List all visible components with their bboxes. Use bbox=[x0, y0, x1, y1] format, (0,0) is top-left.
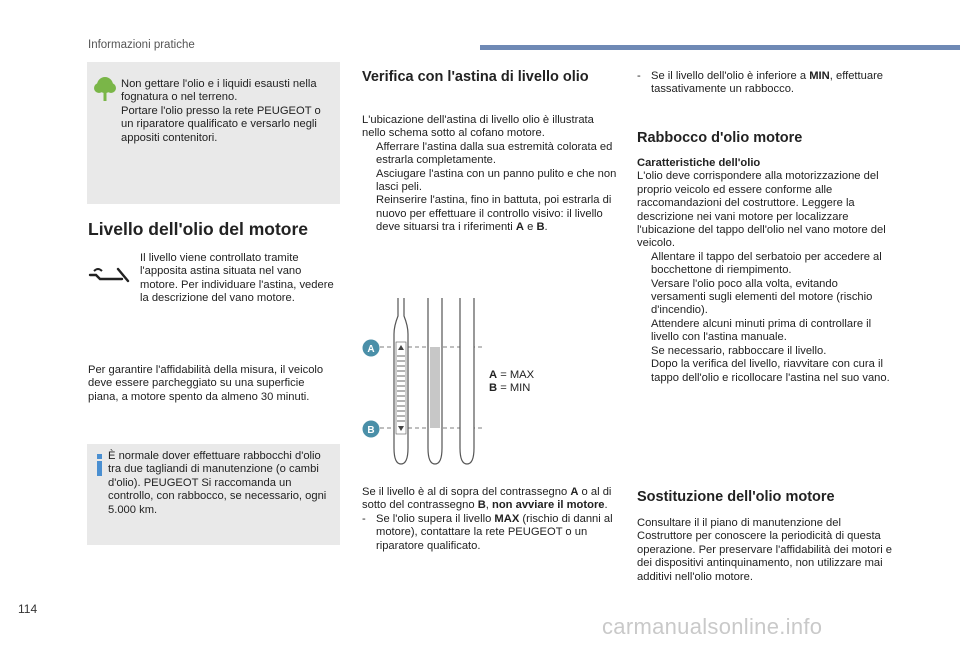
topup-step-text: Attendere alcuni minuti prima di controllare il livello con l'astina manuale. bbox=[651, 317, 872, 344]
diagram-legend bbox=[489, 369, 534, 396]
result-text-2: o al di sotto del contrassegno bbox=[362, 486, 612, 512]
min-dash-item bbox=[637, 70, 893, 97]
dash1-max: MAX bbox=[494, 512, 520, 525]
legend-b-value: = MIN bbox=[497, 382, 531, 395]
topup-title: Rabbocco d'olio motore bbox=[637, 130, 803, 146]
info-note-text: È normale dover effettuare rabbocchi d'olio tra due tagliandi di manutenzione (o cambi d'olio). PEUGEOT Si raccomanda un controllo, con rabbocco, se necessario, ogni 5.000 km. bbox=[108, 450, 327, 516]
dash2-text-1: Se il livello dell'olio è inferiore a bbox=[651, 70, 810, 82]
ref-end: . bbox=[544, 221, 548, 234]
page-number: 114 bbox=[18, 602, 38, 616]
marker-a-label: A bbox=[367, 344, 375, 355]
dipstick-step bbox=[362, 141, 618, 168]
dash1-text-1: Se l'olio supera il livello bbox=[376, 512, 495, 525]
result-dash-item bbox=[362, 513, 618, 553]
marker-b-label: B bbox=[367, 425, 375, 436]
dash-mark: - bbox=[637, 70, 641, 82]
dash2-text-2: , effettuare tassativamente un rabbocco. bbox=[651, 70, 884, 96]
dash-mark: - bbox=[362, 512, 366, 525]
dipstick-check-title: Verifica con l'astina di livello olio bbox=[362, 69, 589, 85]
result-ref-b: B bbox=[477, 499, 486, 512]
ref-and: e bbox=[523, 221, 537, 234]
environment-note-box bbox=[87, 62, 340, 204]
oil-change-paragraph: Consultare il il piano di manutenzione del Costruttore per conoscere la periodicità di questa operazione. Per preservare l'affidabilità dei motori e dei dispositivi antinquinamento, non utilizzare mai additivi nell'olio motore. bbox=[637, 517, 893, 583]
dash2-min: MIN bbox=[809, 70, 830, 82]
topup-step bbox=[637, 278, 893, 318]
dipstick-step bbox=[362, 168, 618, 195]
level-paragraph: Per garantire l'affidabilità della misura, il veicolo deve essere parcheggiato su una superficie piana, a motore spento da almeno 30 minuti. bbox=[88, 364, 324, 403]
tree-icon bbox=[93, 76, 117, 102]
result-text-3: , bbox=[485, 499, 492, 512]
oil-spec-subtitle: Caratteristiche dell'olio bbox=[637, 157, 761, 169]
result-text-4: . bbox=[604, 499, 608, 512]
environment-note-text bbox=[121, 78, 336, 145]
oil-spec-paragraph: L'olio deve corrispondere alla motorizzazione del proprio veicolo ed essere conforme alle raccomandazioni del costruttore. Leggere la descrizione nei vani motore per localizzare l'ubicazione del tappo dell'olio nel vano motore del veicolo. bbox=[637, 170, 886, 250]
result-text-1: Se il livello è al di sopra del contrassegno bbox=[362, 486, 571, 498]
result-warning: non avviare il motore bbox=[492, 499, 605, 512]
marker-a-icon bbox=[362, 339, 380, 357]
section-label: Informazioni pratiche bbox=[88, 39, 195, 51]
dipstick-step-text: Afferrare l'astina dalla sua estremità colorata ed estrarla completamente. bbox=[376, 140, 613, 167]
dash1-text-2: (rischio di danni al motore), contattare la rete PEUGEOT o un riparatore qualificato. bbox=[376, 512, 613, 552]
topup-step-text: Se necessario, rabboccare il livello. bbox=[651, 344, 827, 357]
dipstick-step-text: Asciugare l'astina con un panno pulito e che non lasci peli. bbox=[376, 167, 617, 194]
min-level-text bbox=[637, 70, 893, 97]
dipstick-step-text: Reinserire l'astina, fino in battuta, poi estrarla di nuovo per effettuare il controllo visivo: il livello deve situarsi tra i riferimenti bbox=[376, 194, 612, 234]
dipstick-intro: L'ubicazione dell'astina di livello olio è illustrata nello schema sotto al cofano motore. bbox=[362, 114, 594, 140]
env-note-line-2: Portare l'olio presso la rete PEUGEOT o un riparatore qualificato e versarlo negli appositi contenitori. bbox=[121, 104, 321, 144]
legend-a-key: A bbox=[489, 369, 498, 381]
topup-step bbox=[637, 358, 893, 385]
result-ref-a: A bbox=[570, 486, 579, 498]
header-accent-bar bbox=[480, 45, 960, 50]
legend-a-value: = MAX bbox=[497, 369, 535, 381]
info-icon bbox=[95, 454, 105, 476]
dipstick-diagram bbox=[360, 298, 490, 466]
topup-step-text: Versare l'olio poco alla volta, evitando versamenti sugli elementi del motore (rischio d'incendio). bbox=[651, 277, 873, 317]
info-note-box bbox=[87, 444, 340, 545]
topup-step-text: Dopo la verifica del livello, riavvitare con cura il tappo dell'olio e ricollocare l'astina nel suo vano. bbox=[651, 358, 890, 384]
dipstick-step bbox=[362, 194, 618, 234]
ref-a: A bbox=[515, 221, 524, 234]
topup-step bbox=[637, 345, 893, 358]
dipstick-icon bbox=[88, 263, 130, 289]
topup-step-text: Allentare il tappo del serbatoio per accedere al bocchettone di riempimento. bbox=[651, 250, 882, 277]
legend-b-key: B bbox=[489, 382, 498, 395]
ref-b: B bbox=[536, 221, 545, 234]
env-note-line-1: Non gettare l'olio e i liquidi esausti nella fognatura o nel terreno. bbox=[121, 78, 317, 104]
topup-text bbox=[637, 157, 893, 385]
topup-step bbox=[637, 318, 893, 345]
level-intro: Il livello viene controllato tramite l'apposita astina situata nel vano motore. Per individuare l'astina, vedere la descrizione del vano motore. bbox=[140, 252, 334, 305]
level-title: Livello dell'olio del motore bbox=[88, 219, 309, 239]
topup-step bbox=[637, 251, 893, 278]
oil-change-title: Sostituzione dell'olio motore bbox=[637, 489, 835, 505]
level-result-text bbox=[362, 486, 618, 553]
marker-b-icon bbox=[362, 420, 380, 438]
dipstick-check-text bbox=[362, 114, 618, 235]
watermark: carmanualsonline.info bbox=[602, 614, 823, 639]
